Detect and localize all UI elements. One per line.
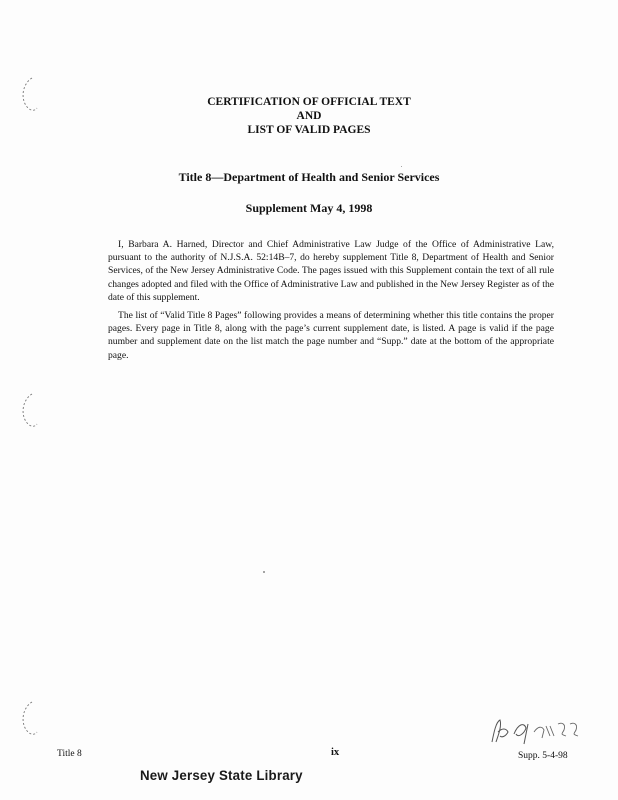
footer-supplement-date: Supp. 5-4-98 <box>518 751 568 761</box>
certification-heading-line-3: LIST OF VALID PAGES <box>247 124 371 136</box>
scan-speck <box>401 166 402 167</box>
footer-title: Title 8 <box>57 749 82 759</box>
punch-hole-mark <box>18 698 40 738</box>
valid-pages-paragraph: The list of “Valid Title 8 Pages” following provides a means of determining whether this title contains the proper pages. Every page in Title 8, along with the page’s current supplement date, is listed. A page is valid if the page number and supplement date on the list match the page number and “Supp.” date at the bottom of the appropriate page. <box>108 310 554 361</box>
scan-speck <box>263 571 265 573</box>
library-stamp: New Jersey State Library <box>140 767 303 783</box>
handwritten-signature <box>484 712 594 748</box>
document-title: Title 8—Department of Health and Senior Services <box>178 170 440 184</box>
page-number: ix <box>331 747 340 758</box>
supplement-date-heading: Supplement May 4, 1998 <box>245 201 373 215</box>
certification-heading-line-2: AND <box>296 110 322 122</box>
certification-paragraph: I, Barbara A. Harned, Director and Chief Administrative Law Judge of the Office of Administrative Law, pursuant to the authority of N.J.S.A. 52:14B–7, do hereby supplement Title 8, Department of Health and Senior Services, of the New Jersey Administrative Code. The pages issued with this Supplement contain the text of all rule changes adopted and filed with the Office of Administrative Law and published in the New Jersey Register as of the date of this supplement. <box>108 239 554 303</box>
punch-hole-mark <box>18 390 40 430</box>
certification-heading-line-1: CERTIFICATION OF OFFICIAL TEXT <box>207 96 411 108</box>
